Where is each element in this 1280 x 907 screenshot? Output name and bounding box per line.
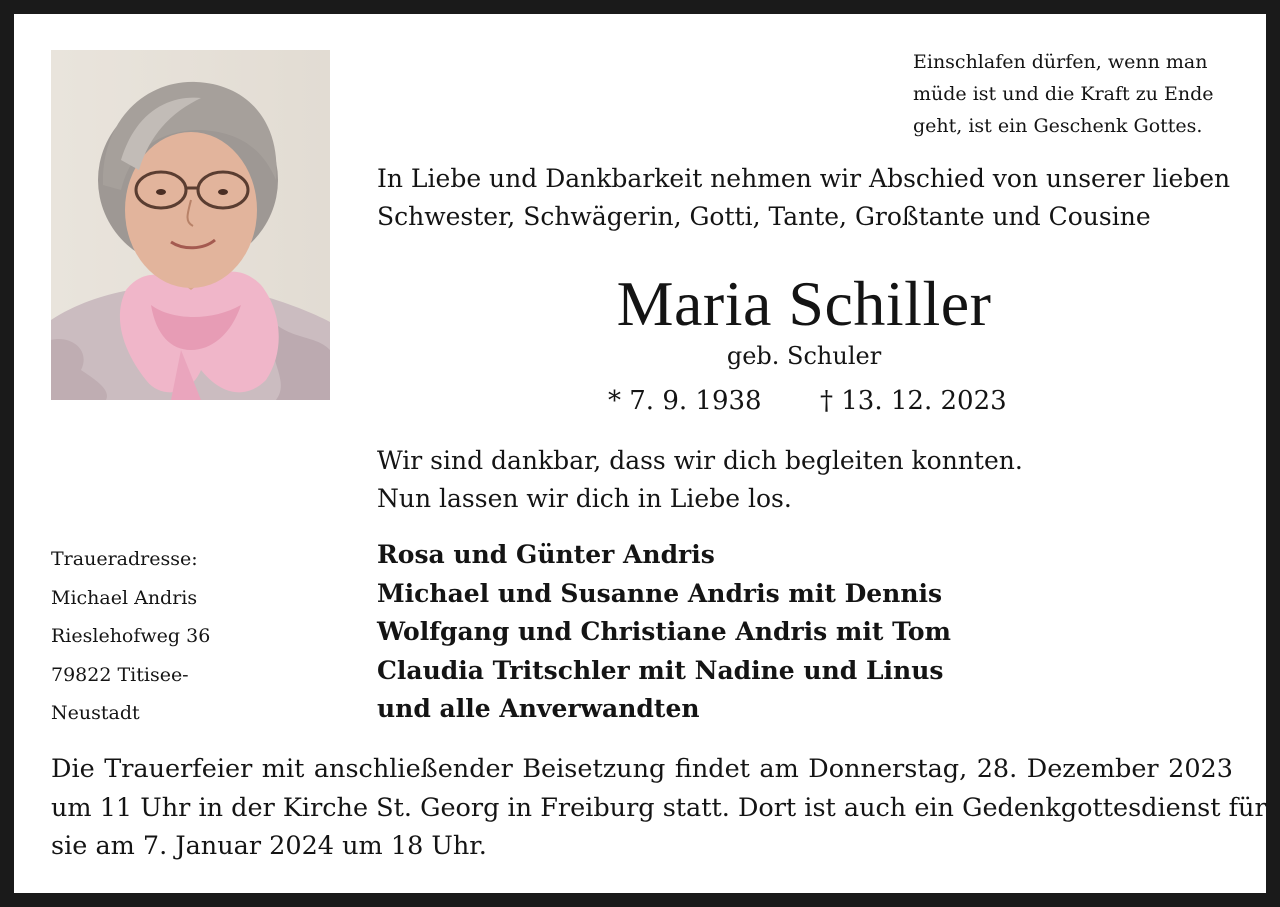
family-line: Rosa und Günter Andris — [377, 540, 715, 569]
birth-date: * 7. 9. 1938 — [608, 386, 762, 416]
portrait-photo — [51, 50, 330, 400]
deceased-name: Maria Schiller — [616, 268, 992, 339]
thanks-line: Nun lassen wir dich in Liebe los. — [377, 484, 792, 513]
portrait-illustration — [51, 50, 330, 400]
obituary-card — [14, 14, 1266, 893]
thanks-text — [377, 442, 1237, 518]
birth-name: geb. Schuler — [726, 342, 882, 370]
address-line: Neustadt — [51, 702, 140, 724]
motto-quote — [913, 46, 1243, 142]
motto-line: müde ist und die Kraft zu Ende — [913, 83, 1214, 105]
intro-text — [377, 160, 1247, 236]
death-date: † 13. 12. 2023 — [820, 386, 1007, 416]
address-line: Michael Andris — [51, 586, 198, 609]
mourning-address — [51, 540, 331, 733]
intro-line: Schwester, Schwägerin, Gotti, Tante, Großtante und Cousine — [377, 202, 1151, 231]
address-line: Traueradresse: — [51, 548, 198, 570]
family-line: Wolfgang und Christiane Andris mit Tom — [377, 617, 951, 646]
address-line: Rieslehofweg 36 — [51, 625, 211, 647]
motto-line: Einschlafen dürfen, wenn man — [913, 51, 1208, 73]
family-line: und alle Anverwandten — [377, 694, 700, 723]
funeral-service-info — [51, 750, 1267, 866]
service-line: sie am 7. Januar 2024 um 18 Uhr. — [51, 831, 487, 861]
family-line: Claudia Tritschler mit Nadine und Linus — [377, 655, 944, 685]
service-line: Die Trauerfeier mit anschließender Beisetzung findet am Donnerstag, 28. Dezember 2023 — [51, 754, 1233, 784]
intro-line: In Liebe und Dankbarkeit nehmen wir Abschied von unserer lieben — [377, 164, 1231, 193]
address-line: 79822 Titisee- — [51, 663, 189, 686]
thanks-line: Wir sind dankbar, dass wir dich begleiten konnten. — [377, 446, 1023, 475]
service-line: um 11 Uhr in der Kirche St. Georg in Freiburg statt. Dort ist auch ein Gedenkgottesdienst für — [51, 792, 1267, 823]
family-line: Michael und Susanne Andris mit Dennis — [377, 578, 943, 608]
motto-line: geht, ist ein Geschenk Gottes. — [913, 115, 1203, 137]
family-signatories — [377, 536, 1237, 729]
